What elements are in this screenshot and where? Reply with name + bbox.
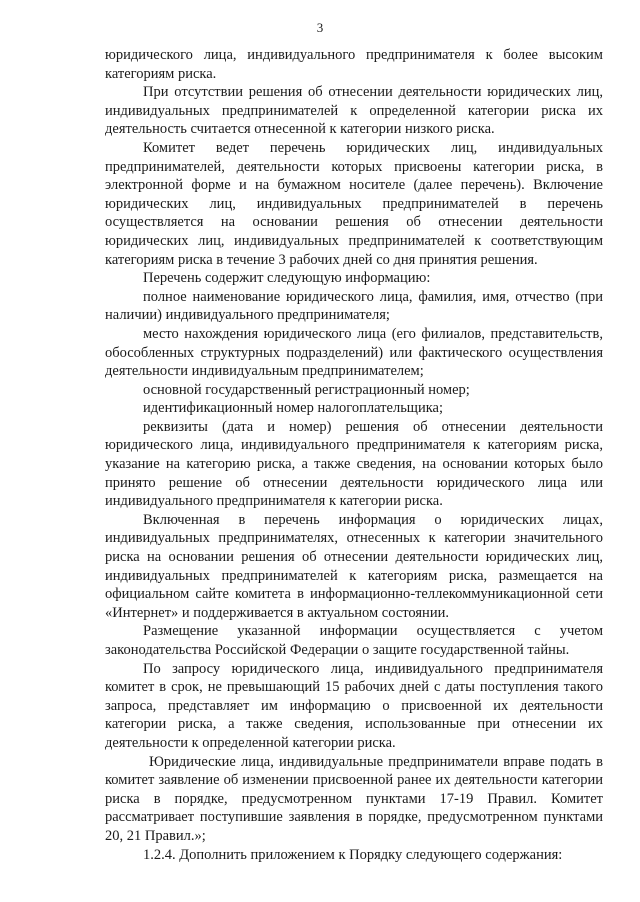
- paragraph-committee-list: Комитет ведет перечень юридических лиц, индивидуальных предпринимателей, деятельности которых присвоены категории риска, в электронной форме и на бумажном носителе (далее перечень). Включение юридических лиц, индивидуальных предпринимателей в перечень осуществляется на основании решения об отнесении деятельности юридических лиц, индивидуальных предпринимателей к соответствующим категориям риска в течение 3 рабочих дней со дня принятия решения.: [105, 139, 603, 268]
- list-item-ogrn: основной государственный регистрационный номер;: [143, 381, 470, 398]
- list-item-decision-details: реквизиты (дата и номер) решения об отнесении деятельности юридического лица, индивидуального предпринимателя к категориям риска, указание на категорию риска, а также сведения, на основании которых было принято решение об отнесении деятельности юридического лица или индивидуального предпринимателя к категории риска.: [105, 418, 603, 510]
- list-item-full-name: полное наименование юридического лица, фамилия, имя, отчество (при наличии) индивидуального предпринимателя;: [105, 288, 603, 324]
- paragraph-state-secret: Размещение указанной информации осуществляется с учетом законодательства Российской Федерации о защите государственной тайны.: [105, 623, 603, 658]
- list-item-inn: идентификационный номер налогоплательщика;: [143, 400, 444, 417]
- document-body: [105, 46, 603, 864]
- paragraph-no-decision: При отсутствии решения об отнесении деятельности юридических лиц, индивидуальных предпринимателей к определенной категории риска их деятельность считается отнесенной к категории низкого риска.: [105, 84, 603, 138]
- list-item-location: место нахождения юридического лица (его филиалов, представительств, обособленных структурных подразделений) или фактического осуществления деятельности индивидуальным предпринимателем;: [105, 325, 603, 380]
- paragraph-list-contents: Перечень содержит следующую информацию:: [143, 270, 431, 287]
- paragraph-request: По запросу юридического лица, индивидуального предпринимателя комитет в срок, не превышающий 15 рабочих дней с даты поступления такого запроса, представляет им информацию о присвоенной их деятельности категории риска, а также сведения, использованные при отнесении их деятельности к определенной категории риска.: [105, 660, 603, 751]
- paragraph-continuation: юридического лица, индивидуального предпринимателя к более высоким категориям риска.: [105, 47, 603, 82]
- paragraph-publication: Включенная в перечень информация о юридических лицах, индивидуальных предпринимателях, отнесенных к категории значительного риска на основании решения об отнесении деятельности юридических лиц, индивидуальных предпринимателей к категориям риска, размещается на официальном сайте комитета в информационно-теллекоммуникационной сети «Интернет» и поддерживается в актуальном состоянии.: [105, 511, 603, 621]
- paragraph-change-request: Юридические лица, индивидуальные предприниматели вправе подать в комитет заявление об изменении присвоенной ранее их деятельности категории риска в порядке, предусмотренном пунктами 17-19 Правил. Комитет рассматривает поступившие заявления в порядке, предусмотренном пунктами 20, 21 Правил.»;: [105, 753, 603, 844]
- paragraph-amendment: 1.2.4. Дополнить приложением к Порядку следующего содержания:: [143, 846, 563, 863]
- page-number: 3: [316, 20, 324, 35]
